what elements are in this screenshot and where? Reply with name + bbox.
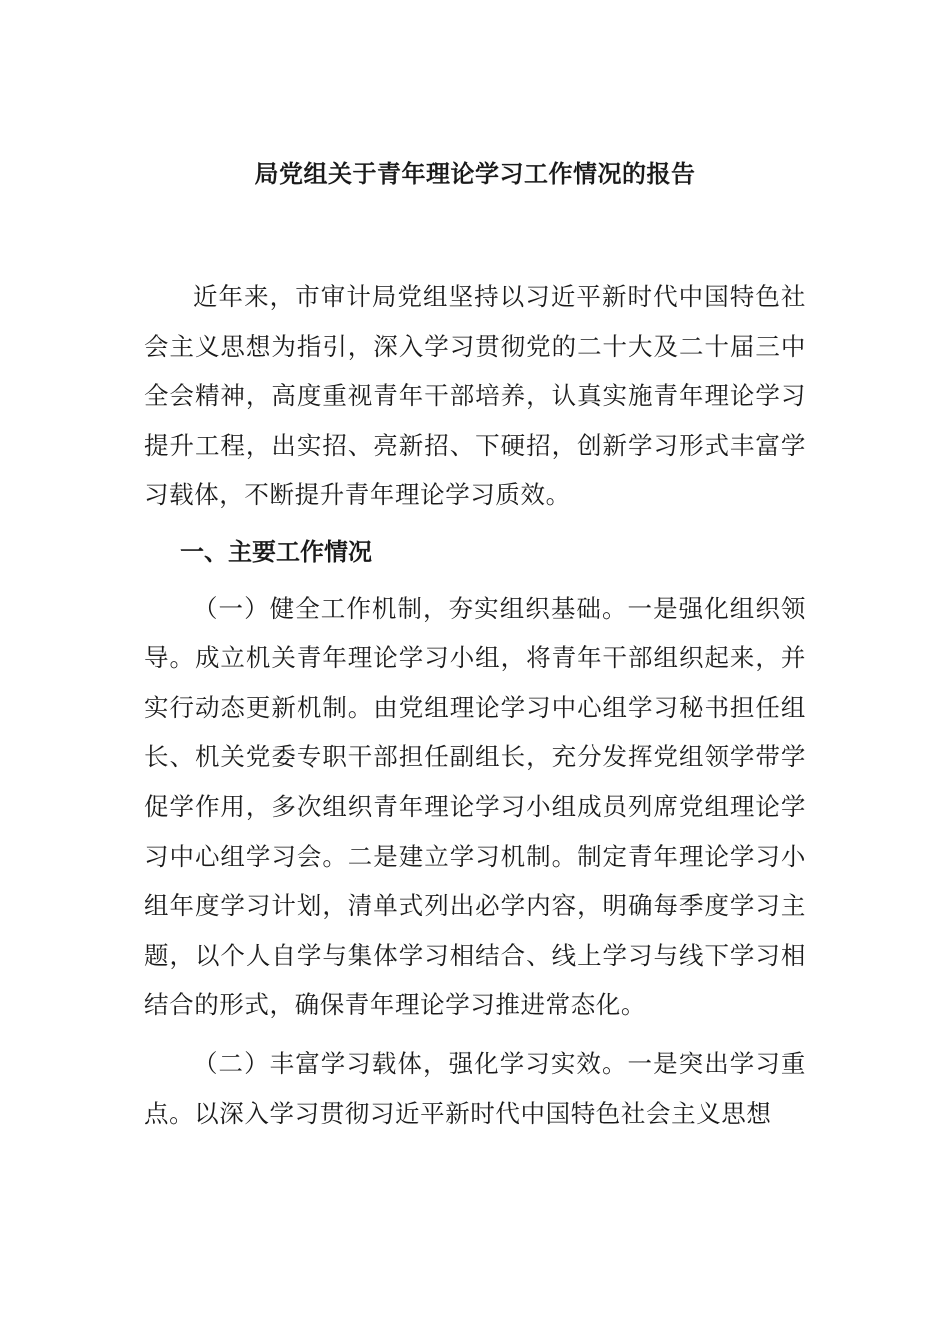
document-body xyxy=(144,272,806,1138)
subsection-paragraph-1: （一）健全工作机制，夯实组织基础。一是强化组织领导。成立机关青年理论学习小组，将青年干部组织起来，并实行动态更新机制。由党组理论学习中心组学习秘书担任组长、机关党委专职干部担任副组长，充分发挥党组领学带学促学作用，多次组织青年理论学习小组成员列席党组理论学习中心组学习会。二是建立学习机制。制定青年理论学习小组年度学习计划，清单式列出必学内容，明确每季度学习主题，以个人自学与集体学习相结合、线上学习与线下学习相结合的形式，确保青年理论学习推进常态化。 xyxy=(144,593,806,1020)
intro-paragraph: 近年来，市审计局党组坚持以习近平新时代中国特色社会主义思想为指引，深入学习贯彻党的二十大及二十届三中全会精神，高度重视青年干部培养，认真实施青年理论学习提升工程，出实招、亮新招、下硬招，创新学习形式丰富学习载体，不断提升青年理论学习质效。 xyxy=(144,282,806,510)
section-heading: 一、主要工作情况 xyxy=(180,537,372,566)
document-title: 局党组关于青年理论学习工作情况的报告 xyxy=(254,160,696,188)
subsection-paragraph-2: （二）丰富学习载体，强化学习实效。一是突出学习重点。以深入学习贯彻习近平新时代中国特色社会主义思想 xyxy=(144,1048,806,1128)
